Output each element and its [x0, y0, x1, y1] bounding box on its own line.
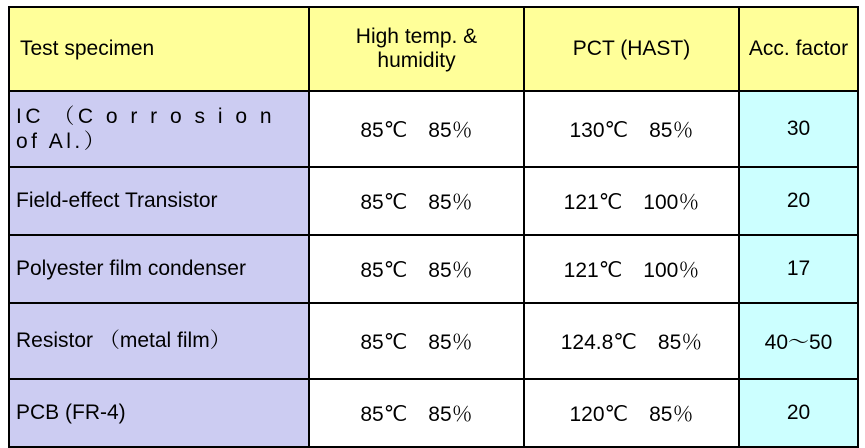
cell-test-specimen: IC （C o r r o s i o n of Al.）: [9, 91, 309, 167]
cell-pct-hast-text: 124.8℃ 85％: [560, 331, 703, 354]
table-row: [9, 91, 858, 167]
cell-high-temp-humidity: 85℃ 85％: [309, 303, 524, 379]
cell-acc-factor: 20: [739, 379, 858, 447]
table-row: [9, 235, 858, 303]
cell-test-specimen: PCB (FR-4): [9, 379, 309, 447]
column-header-pct-hast: PCT (HAST): [524, 7, 739, 91]
cell-high-temp-humidity: 85℃ 85％: [309, 235, 524, 303]
cell-pct-hast: 121℃ 100％: [524, 167, 739, 235]
cell-acc-factor: 17: [739, 235, 858, 303]
cell-test-specimen: Resistor （metal film）: [9, 303, 309, 379]
cell-pct-hast: 130℃ 85％: [524, 91, 739, 167]
cell-test-specimen: Field-effect Transistor: [9, 167, 309, 235]
cell-test-specimen: Polyester film condenser: [9, 235, 309, 303]
table-header: [9, 7, 858, 91]
cell-acc-factor: 20: [739, 167, 858, 235]
cell-acc-factor: 40～50: [739, 303, 858, 379]
cell-pct-hast: 121℃ 100％: [524, 235, 739, 303]
cell-pct-hast: [524, 303, 739, 379]
column-header-acc-factor: Acc. factor: [739, 7, 858, 91]
column-header-high-temp-humidity: High temp. & humidity: [309, 7, 524, 91]
header-row: [9, 7, 858, 91]
cell-high-temp-humidity: 85℃ 85％: [309, 167, 524, 235]
cell-pct-hast: 120℃ 85％: [524, 379, 739, 447]
table-row: [9, 379, 858, 447]
table-body: [9, 91, 858, 447]
cell-acc-factor: 30: [739, 91, 858, 167]
table-row: [9, 303, 858, 379]
cell-high-temp-humidity: 85℃ 85％: [309, 91, 524, 167]
column-header-test-specimen: Test specimen: [9, 7, 309, 91]
cell-high-temp-humidity: 85℃ 85％: [309, 379, 524, 447]
table-row: [9, 167, 858, 235]
acceleration-factor-table: [8, 6, 859, 448]
